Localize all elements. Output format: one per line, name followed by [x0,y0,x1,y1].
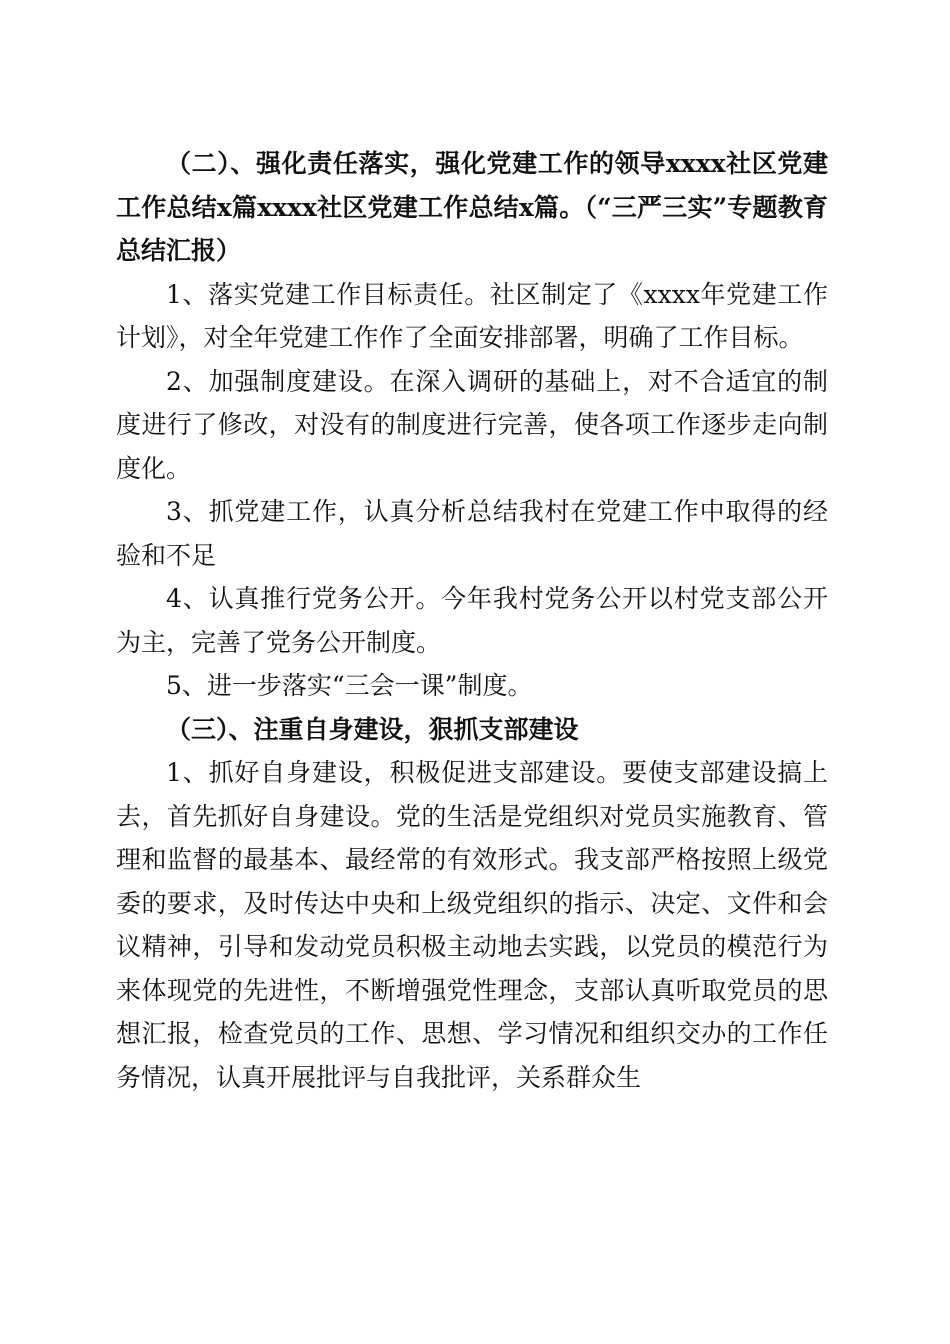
paragraph-item-4: 4、认真推行党务公开。今年我村党务公开以村党支部公开为主，完善了党务公开制度。 [116,584,828,657]
section-heading-3: （三）、注重自身建设，狠抓支部建设 [166,714,579,744]
paragraph-item-3-1: 1、抓好自身建设，积极促进支部建设。要使支部建设搞上去，首先抓好自身建设。党的生活是党组织对党员实施教育、管理和监督的最基本、最经常的有效形式。我支部严格按照上级党委的要求，及时传达中央和上级党组织的指示、决定、文件和会议精神，引导和发动党员积极主动地去实践，以党员的模范行为来体现党的先进性，不断增强党性理念，支部认真听取党员的思想汇报，检查党员的工作、思想、学习情况和组织交办的工作任务情况，认真开展批评与自我批评，关系群众生 [116,758,828,1092]
document-body [116,142,828,1099]
section-heading-2: （二）、强化责任落实，强化党建工作的领导xxxx社区党建工作总结x篇xxxx社区党建工作总结x篇。（“三严三实”专题教育总结汇报） [116,149,828,265]
paragraph-item-3: 3、抓党建工作，认真分析总结我村在党建工作中取得的经验和不足 [116,497,828,570]
paragraph-item-5: 5、进一步落实“三会一课”制度。 [166,671,533,700]
paragraph-item-1: 1、落实党建工作目标责任。社区制定了《xxxx年党建工作计划》，对全年党建工作作了全面安排部署，明确了工作目标。 [116,279,828,352]
paragraph-item-2: 2、加强制度建设。在深入调研的基础上，对不合适宜的制度进行了修改，对没有的制度进行完善，使各项工作逐步走向制度化。 [116,366,828,483]
